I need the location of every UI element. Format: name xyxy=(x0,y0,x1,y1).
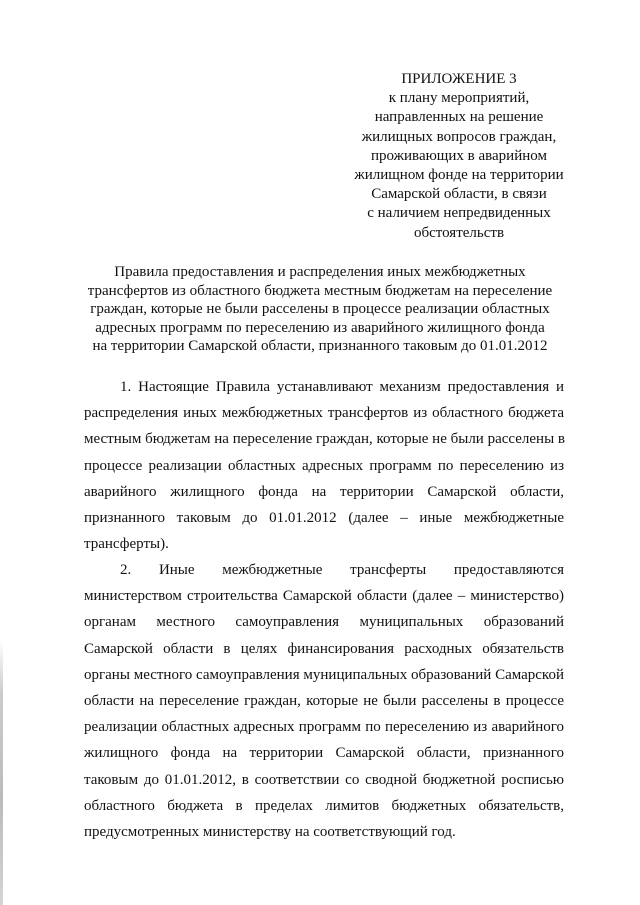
appendix-line: к плану мероприятий, xyxy=(388,90,530,107)
appendix-line: проживающих в аварийном xyxy=(371,147,547,164)
appendix-line: с наличием непредвиденных xyxy=(367,205,551,222)
paragraph-line: министерством строительства Самарской области (далее – министерство) xyxy=(84,588,564,605)
paragraph-line: трансферты). xyxy=(84,536,169,553)
paragraph-line: аварийного жилищного фонда на территории Самарской области, xyxy=(84,483,564,500)
paragraph-line: распределения иных межбюджетных трансфертов из областного бюджета xyxy=(84,405,564,422)
appendix-line: жилищном фонде на территории xyxy=(354,167,564,184)
paragraph-line: местным бюджетам на переселение граждан, которые не были расселены в xyxy=(84,431,565,448)
paragraph-line: органам местного самоуправления муниципальных образований xyxy=(84,614,564,631)
paragraph-line: органы местного самоуправления муниципальных образований Самарской xyxy=(84,666,564,683)
paragraph-line: 1. Настоящие Правила устанавливают механизм предоставления и xyxy=(120,379,564,395)
paragraph-line: 2. Иные межбюджетные трансферты предоставляются xyxy=(120,562,564,578)
appendix-line: Самарской области, в связи xyxy=(371,186,547,203)
title-line: Правила предоставления и распределения иных межбюджетных xyxy=(114,264,526,280)
paragraph-line: реализации областных адресных программ по переселению из аварийного xyxy=(84,719,564,736)
paragraph-line: таковым до 01.01.2012, в соответствии со сводной бюджетной росписью xyxy=(84,771,564,788)
appendix-header xyxy=(330,70,588,243)
paragraph-line: жилищного фонда на территории Самарской области, признанного xyxy=(84,745,564,762)
title-line: адресных программ по переселению из аварийного жилищного фонда xyxy=(95,319,545,336)
title-line: на территории Самарской области, признанного таковым до 01.01.2012 xyxy=(92,338,548,354)
title-line: трансфертов из областного бюджета местным бюджетам на переселение xyxy=(87,282,553,299)
appendix-line: жилищных вопросов граждан, xyxy=(361,128,557,145)
paragraph-1 xyxy=(84,374,564,557)
paragraph-line: Самарской области в целях финансирования расходных обязательств xyxy=(84,640,564,657)
appendix-line: направленных на решение xyxy=(374,109,544,126)
document-title xyxy=(78,263,562,356)
paragraph-line: предусмотренных министерству на соответствующий год. xyxy=(84,823,456,840)
title-line: граждан, которые не были расселены в процессе реализации областных xyxy=(90,301,550,317)
appendix-line: обстоятельств xyxy=(413,224,505,241)
scan-edge-mark xyxy=(0,640,3,905)
paragraph-line: процессе реализации областных адресных программ по переселению из xyxy=(84,457,564,474)
paragraph-line: областного бюджета в пределах лимитов бюджетных обязательств, xyxy=(84,797,564,814)
paragraph-line: области на переселение граждан, которые не были расселены в процессе xyxy=(84,692,564,709)
paragraph-line: признанного таковым до 01.01.2012 (далее – иные межбюджетные xyxy=(84,509,564,526)
appendix-title: ПРИЛОЖЕНИЕ 3 xyxy=(401,71,517,87)
paragraph-2 xyxy=(84,557,564,845)
